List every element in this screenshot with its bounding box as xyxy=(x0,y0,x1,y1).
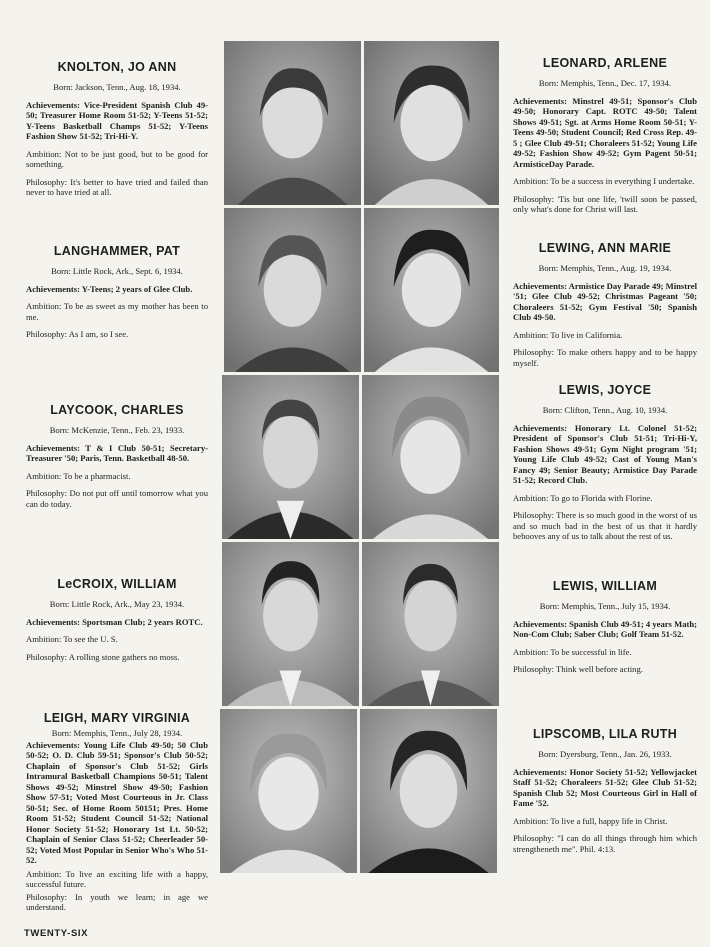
philosophy: Philosophy: 'Tis but one life, 'twill soon be passed, only what's done for Christ will last. xyxy=(513,193,697,215)
entry-lipscomb xyxy=(513,727,697,861)
philosophy: Philosophy: As I am, so I see. xyxy=(26,329,129,340)
philosophy: Philosophy: It's better to have tried and failed than never to have tried at all. xyxy=(26,176,208,198)
philosophy: Philosophy: Do not put off until tomorrow what you can do today. xyxy=(26,488,208,509)
philosophy: Philosophy: Think well before acting. xyxy=(513,664,643,675)
ambition: Ambition: To live an exciting life with a happy, successful future. xyxy=(26,868,208,890)
entry-langhammer xyxy=(26,244,208,347)
ambition: Ambition: To see the U. S. xyxy=(26,634,118,645)
birth-info: Born: Memphis, Tenn., Dec. 17, 1934. xyxy=(538,78,672,89)
portrait-photo-leigh xyxy=(220,709,357,873)
portrait-photo-leonard xyxy=(364,41,499,205)
student-name: KNOLTON, JO ANN xyxy=(57,60,177,74)
birth-info: Born: Memphis, Tenn., July 28, 1934. xyxy=(51,728,183,739)
achievements: Achievements: Armistice Day Parade 49; Minstrel '51; Glee Club 49-52; Christmas Pageant '50; Choraleers 51-52; Gym Festival '50; Spanish Club 49-50. xyxy=(513,280,697,323)
birth-info: Born: Little Rock, Ark., Sept. 6, 1934. xyxy=(51,266,183,277)
entry-lewing xyxy=(513,241,697,375)
entry-lecroix xyxy=(26,577,208,669)
student-name: LIPSCOMB, LILA RUTH xyxy=(532,727,678,741)
achievements: Achievements: Young Life Club 49-50; 50 Club 50-52; O. D. Club 59-51; Sponsor's Club 50-52; Chaplain of Sponsor's Club 51-52; Girls Intramural Basketball Champions 50-51; Talent Shows 49-52; Minstrel Show 49-50; Fashion Show 57-51; Voted Most Courteous in Jr. Class 50-51; Sec. of Home Room 50151; Pres. Home Room 51-52; Student Council 51-52; National Honor Society 51-52; Honorary 1st Lt. 50-52; Chaplain of Senior Class 51-52; Cheerleader 50-52; Voted Most Popular in Senior Who's Who 51-52. xyxy=(26,739,208,866)
birth-info: Born: Dyersburg, Tenn., Jan. 26, 1933. xyxy=(538,749,672,760)
entry-leonard xyxy=(513,56,697,222)
ambition: Ambition: To live a full, happy life in Christ. xyxy=(513,815,668,826)
student-name: LEIGH, MARY VIRGINIA xyxy=(43,711,191,725)
entry-knolton xyxy=(26,60,208,205)
student-name: LEWIS, JOYCE xyxy=(558,383,652,397)
entry-laycook xyxy=(26,403,208,516)
entry-lewis-joyce xyxy=(513,383,697,549)
ambition: Ambition: To live in California. xyxy=(513,329,623,340)
philosophy: Philosophy: In youth we learn; in age we understand. xyxy=(26,891,208,912)
achievements: Achievements: Sportsman Club; 2 years ROTC. xyxy=(26,616,203,627)
birth-info: Born: Memphis, Tenn., July 15, 1934. xyxy=(539,601,671,612)
achievements: Achievements: Honor Society 51-52; Yellowjacket Staff 51-52; Choraleers 51-52; Glee Club 51-52; Spanish Club 52; Most Courteous Girl in Hall of Fame '52. xyxy=(513,766,697,809)
page-number: TWENTY-SIX xyxy=(24,928,89,939)
achievements: Achievements: Y-Teens; 2 years of Glee Club. xyxy=(26,283,193,294)
portrait-photo-knolton xyxy=(224,41,361,205)
student-name: LAYCOOK, CHARLES xyxy=(50,403,184,417)
portrait-photo-lewis-william xyxy=(362,542,499,706)
student-name: LEWING, ANN MARIE xyxy=(538,241,672,255)
ambition: Ambition: Not to be just good, but to be good for something. xyxy=(26,148,208,170)
birth-info: Born: Clifton, Tenn., Aug. 10, 1934. xyxy=(542,405,668,416)
student-name: LANGHAMMER, PAT xyxy=(53,244,181,258)
birth-info: Born: Jackson, Tenn., Aug. 18, 1934. xyxy=(53,82,181,93)
ambition: Ambition: To be as sweet as my mother has been to me. xyxy=(26,301,208,322)
philosophy: Philosophy: There is so much good in the worst of us and so much bad in the best of us that it hardly behooves any of us to talk about the rest of us. xyxy=(513,510,697,542)
portrait-photo-lipscomb xyxy=(360,709,497,873)
achievements: Achievements: T & I Club 50-51; Secretary-Treasurer '50; Paris, Tenn. Basketball 48-50. xyxy=(26,442,208,464)
portrait-photo-lewing xyxy=(364,208,499,372)
student-name: LeCROIX, WILLIAM xyxy=(57,577,177,591)
student-name: LEONARD, ARLENE xyxy=(542,56,668,70)
ambition: Ambition: To be a success in everything I undertake. xyxy=(513,176,695,187)
portrait-photo-langhammer xyxy=(224,208,361,372)
achievements: Achievements: Spanish Club 49-51; 4 years Math; Non-Com Club; Saber Club; Golf Team 51-52. xyxy=(513,618,697,640)
achievements: Achievements: Minstrel 49-51; Sponsor's Club 49-50; Honorary Capt. ROTC 49-50; Talent Shows 49-51; Sgt. at Arms Home Room 50-51; Y-Teens 49-50; Student Council; Red Cross Rep. 49-5 ; Glee Club 49-51; Choraleers 51-52; Young Life 49-52; Fashion Show 49-52; Gym Pagent 50-51; ArmisticeDay Parade. xyxy=(513,95,697,169)
portrait-photo-lewis-joyce xyxy=(362,375,499,539)
birth-info: Born: Memphis, Tenn., Aug. 19, 1934. xyxy=(538,263,672,274)
achievements: Achievements: Honorary Lt. Colonel 51-52; President of Sponsor's Club 51-51; Tri-Hi-Y, Fashion Shows 49-51; Gym Night program '51; Young Life Club 49-52; Cast of Young Man's Fancy 49; Senior Beauty; Armistice Day Parade 51-52; Record Club. xyxy=(513,422,697,486)
portrait-photo-lecroix xyxy=(222,542,359,706)
philosophy: Philosophy: To make others happy and to be happy myself. xyxy=(513,347,697,368)
ambition: Ambition: To be a pharmacist. xyxy=(26,470,131,481)
entry-lewis-william xyxy=(513,579,697,682)
philosophy: Philosophy: A rolling stone gathers no moss. xyxy=(26,651,180,662)
birth-info: Born: McKenzie, Tenn., Feb. 23, 1933. xyxy=(49,425,185,436)
entry-leigh xyxy=(26,711,208,919)
achievements: Achievements: Vice-President Spanish Club 49-50; Treasurer Home Room 51-52; Y-Teens 51-52; Y-Teens Basketball Champs 51-52; Y-Teens Fashion Show 51-52; Tri-Hi-Y. xyxy=(26,99,208,142)
ambition: Ambition: To go to Florida with Florine. xyxy=(513,492,653,503)
student-name: LEWIS, WILLIAM xyxy=(552,579,658,593)
birth-info: Born: Little Rock, Ark., May 23, 1934. xyxy=(49,599,185,610)
ambition: Ambition: To be successful in life. xyxy=(513,646,632,657)
philosophy: Philosophy: "I can do all things through him which strengtheneth me". Phil. 4:13. xyxy=(513,833,697,854)
portrait-photo-laycook xyxy=(222,375,359,539)
